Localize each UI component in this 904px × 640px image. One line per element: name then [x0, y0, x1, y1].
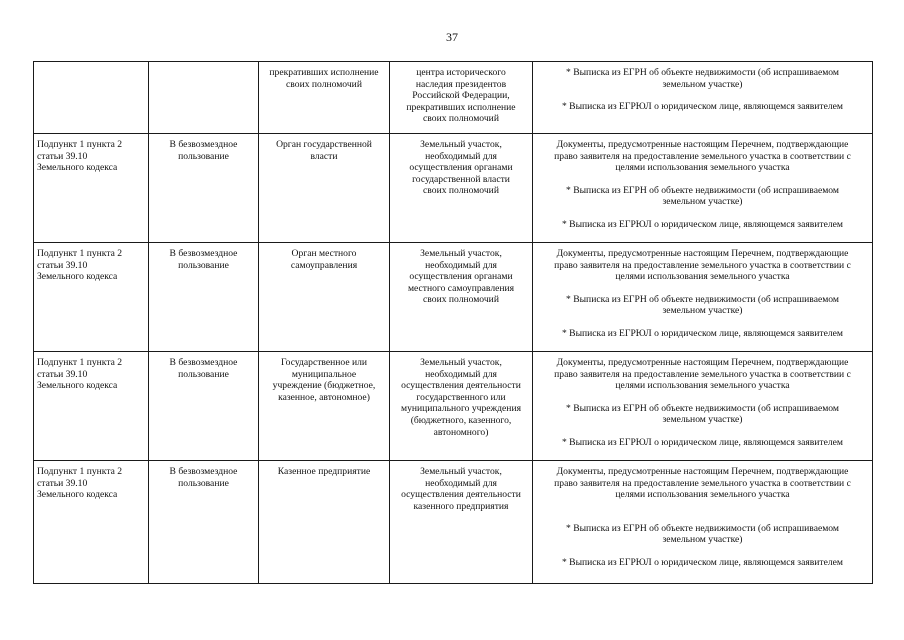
cell-line: своих полномочий [286, 78, 362, 90]
entitlement-documents-item: Документы, предусмотренные настоящим Перечнем, подтверждающие право заявителя на предоставление земельного участка в соответствии с целями использования земельного участка [554, 139, 851, 174]
applicant-cell [259, 62, 390, 134]
land-purpose-cell: Земельный участок, необходимый для осуществления органами государственной власти своих полномочий [390, 134, 533, 243]
cell-line: Российской Федерации, [412, 90, 510, 102]
applicant-cell: Орган местного самоуправления [259, 243, 390, 352]
cell-line: наследия президентов [415, 78, 507, 90]
cell-line: прекративших исполнение [406, 101, 516, 113]
required-documents-cell [533, 134, 873, 243]
right-type-cell: В безвозмездное пользование [149, 352, 259, 461]
entitlement-documents-item: Документы, предусмотренные настоящим Перечнем, подтверждающие право заявителя на предоставление земельного участка в соответствии с целями использования земельного участка [554, 248, 851, 283]
applicant-cell: Государственное или муниципальное учреждение (бюджетное, казенное, автономное) [259, 352, 390, 461]
entitlement-documents-item: Документы, предусмотренные настоящим Перечнем, подтверждающие право заявителя на предоставление земельного участка в соответствии с целями использования земельного участка [554, 466, 851, 501]
egrn-extract-item: * Выписка из ЕГРН об объекте недвижимости (об испрашиваемом земельном участке) [566, 522, 839, 546]
land-purpose-cell: Земельный участок, необходимый для осуществления органами местного самоуправления своих полномочий [390, 243, 533, 352]
right-type-cell: В безвозмездное пользование [149, 461, 259, 584]
table-row [34, 461, 873, 584]
egrn-extract-item: * Выписка из ЕГРН об объекте недвижимости (об испрашиваемом земельном участке) [566, 293, 839, 317]
legal-basis-cell [34, 62, 149, 134]
page-number: 37 [446, 30, 458, 44]
land-purpose-cell [390, 62, 533, 134]
egrn-extract-item: * Выписка из ЕГРН об объекте недвижимости (об испрашиваемом земельном участке) [566, 67, 839, 90]
required-documents-cell [533, 461, 873, 584]
legal-basis-cell: Подпункт 1 пункта 2 статьи 39.10 Земельного кодекса [34, 461, 149, 584]
egrul-extract-item: * Выписка из ЕГРЮЛ о юридическом лице, являющемся заявителем [561, 327, 843, 339]
table-row [34, 243, 873, 352]
right-type-cell: В безвозмездное пользование [149, 134, 259, 243]
right-type-cell [149, 62, 259, 134]
right-type-cell: В безвозмездное пользование [149, 243, 259, 352]
cell-line: центра исторического [416, 67, 506, 78]
applicant-cell: Казенное предприятие [259, 461, 390, 584]
cell-line: своих полномочий [423, 113, 499, 125]
cell-line: прекративших исполнение [269, 67, 379, 78]
land-purpose-cell: Земельный участок, необходимый для осуществления деятельности государственного или муниципального учреждения (бюджетного, казенного, автономного) [390, 352, 533, 461]
required-documents-cell [533, 62, 873, 134]
table-row [34, 134, 873, 243]
legal-basis-cell: Подпункт 1 пункта 2 статьи 39.10 Земельного кодекса [34, 243, 149, 352]
table-row [34, 352, 873, 461]
entitlement-documents-item: Документы, предусмотренные настоящим Перечнем, подтверждающие право заявителя на предоставление земельного участка в соответствии с целями использования земельного участка [554, 357, 851, 392]
required-documents-cell [533, 352, 873, 461]
land-purpose-cell: Земельный участок, необходимый для осуществления деятельности казенного предприятия [390, 461, 533, 584]
documents-table [33, 61, 873, 584]
egrul-extract-item: * Выписка из ЕГРЮЛ о юридическом лице, являющемся заявителем [561, 436, 843, 448]
egrul-extract-item: * Выписка из ЕГРЮЛ о юридическом лице, являющемся заявителем [561, 218, 843, 230]
legal-basis-cell: Подпункт 1 пункта 2 статьи 39.10 Земельного кодекса [34, 352, 149, 461]
egrul-extract-item: * Выписка из ЕГРЮЛ о юридическом лице, являющемся заявителем [561, 556, 843, 568]
egrn-extract-item: * Выписка из ЕГРН об объекте недвижимости (об испрашиваемом земельном участке) [566, 402, 839, 426]
required-documents-cell [533, 243, 873, 352]
egrul-extract-item: * Выписка из ЕГРЮЛ о юридическом лице, являющемся заявителем [561, 101, 843, 113]
legal-basis-cell: Подпункт 1 пункта 2 статьи 39.10 Земельного кодекса [34, 134, 149, 243]
applicant-cell: Орган государственной власти [259, 134, 390, 243]
table-row [34, 62, 873, 134]
egrn-extract-item: * Выписка из ЕГРН об объекте недвижимости (об испрашиваемом земельном участке) [566, 184, 839, 208]
